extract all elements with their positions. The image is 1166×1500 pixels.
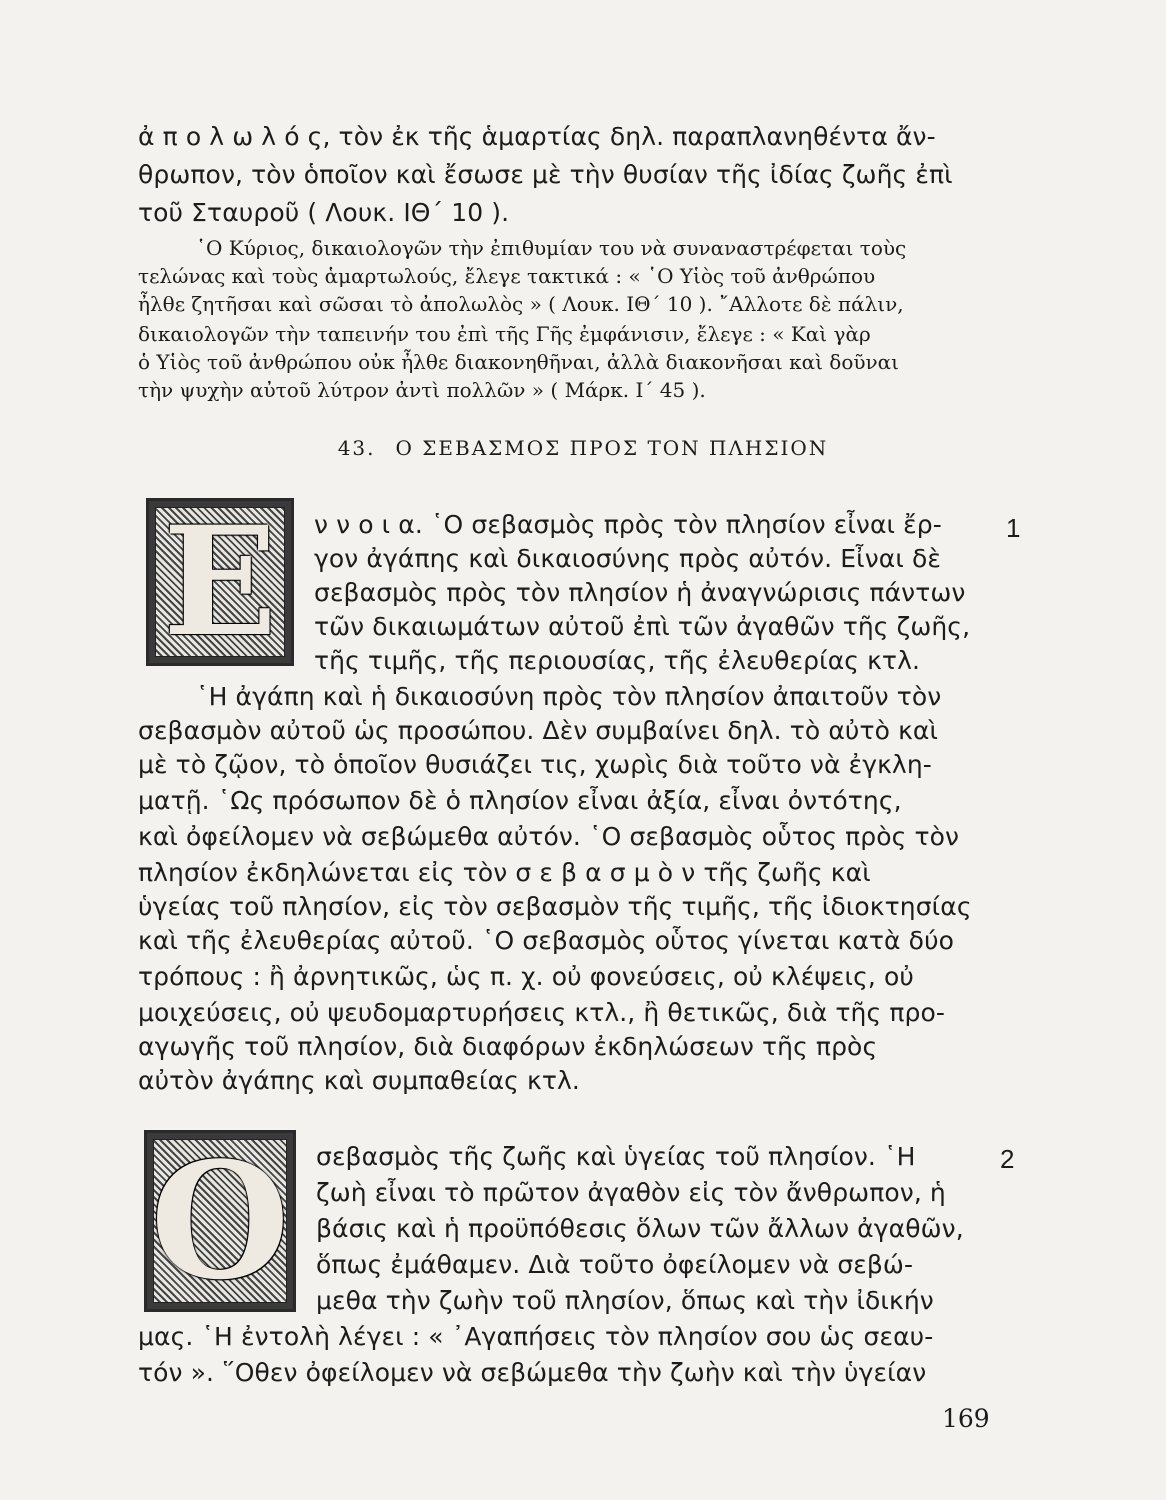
- text-line: αγωγῆς τοῦ πλησίον, διὰ διαφόρων ἐκδηλώσεων τῆς πρὸς: [138, 1032, 878, 1061]
- section-heading: [0, 436, 1166, 460]
- text-line: ἦλθε ζητῆσαι καὶ σῶσαι τὸ ἀπολωλὸς » ( Λουκ. ΙΘ΄ 10 ). ῎Αλλοτε δὲ πάλιν,: [138, 292, 904, 316]
- text-line: μοιχεύσεις, οὐ ψευδομαρτυρήσεις κτλ., ἢ θετικῶς, διὰ τῆς προ-: [138, 998, 945, 1027]
- text-line: ὁ Υἱὸς τοῦ ἀνθρώπου οὐκ ἦλθε διακονηθῆναι, ἀλλὰ διακονῆσαι καὶ δοῦναι: [138, 350, 900, 374]
- text-line: ἀ π ο λ ω λ ό ς, τὸν ἐκ τῆς ἁμαρτίας δηλ. παραπλανηθέντα ἄν-: [138, 122, 936, 151]
- text-line: καὶ τῆς ἐλευθερίας αὐτοῦ. ῾Ο σεβασμὸς οὗτος γίνεται κατὰ δύο: [138, 926, 955, 955]
- paragraph-number: 2: [1000, 1144, 1015, 1174]
- decorative-initial-e: E: [146, 498, 294, 666]
- text-line: σεβασμὸν αὐτοῦ ὡς προσώπου. Δὲν συμβαίνει δηλ. τὸ αὐτὸ καὶ: [138, 716, 939, 745]
- text-line: μεθα τὴν ζωὴν τοῦ πλησίον, ὅπως καὶ τὴν ἰδικήν: [316, 1286, 934, 1315]
- text-line: βάσις καὶ ἡ προϋπόθεσις ὅλων τῶν ἄλλων ἀγαθῶν,: [316, 1214, 964, 1243]
- text-line: τελώνας καὶ τοὺς ἁμαρτωλούς, ἔλεγε τακτικά : « ῾Ο Υἱὸς τοῦ ἀνθρώπου: [138, 264, 876, 288]
- decorative-initial-o: O: [144, 1130, 296, 1312]
- text-line: μας. ῾Η ἐντολὴ λέγει : « ᾿Αγαπήσεις τὸν πλησίον σου ὡς σεαυ-: [138, 1322, 934, 1351]
- text-line: ματῇ. ῾Ως πρόσωπον δὲ ὁ πλησίον εἶναι ἀξία, εἶναι ὀντότης,: [138, 786, 902, 815]
- section-number: 43.: [337, 436, 376, 460]
- text-line: σεβασμὸς τῆς ζωῆς καὶ ὑγείας τοῦ πλησίον. ῾Η: [316, 1142, 916, 1171]
- text-line: τῶν δικαιωμάτων αὐτοῦ ἐπὶ τῶν ἀγαθῶν τῆς ζωῆς,: [314, 612, 971, 641]
- text-line: ζωὴ εἶναι τὸ πρῶτον ἀγαθὸν εἰς τὸν ἄνθρωπον, ἡ: [316, 1178, 946, 1207]
- text-line: θρωπον, τὸν ὁποῖον καὶ ἔσωσε μὲ τὴν θυσίαν τῆς ἰδίας ζωῆς ἐπὶ: [138, 160, 953, 189]
- text-line: ῾Ο Κύριος, δικαιολογῶν τὴν ἐπιθυμίαν του νὰ συναναστρέφεται τοὺς: [196, 236, 907, 260]
- text-line: ν ν ο ι α. ῾Ο σεβασμὸς πρὸς τὸν πλησίον εἶναι ἔρ-: [314, 510, 942, 539]
- text-line: γον ἀγάπης καὶ δικαιοσύνης πρὸς αὐτόν. Εἶναι δὲ: [314, 544, 941, 573]
- page-number: 169: [942, 1404, 990, 1433]
- text-line: τόν ». ῞Οθεν ὀφείλομεν νὰ σεβώμεθα τὴν ζωὴν καὶ τὴν ὑγείαν: [138, 1358, 927, 1387]
- text-line: τῆς τιμῆς, τῆς περιουσίας, τῆς ἐλευθερίας κτλ.: [314, 646, 921, 675]
- text-line: ὅπως ἐμάθαμεν. Διὰ τοῦτο ὀφείλομεν νὰ σεβώ-: [316, 1250, 914, 1279]
- text-line: ῾Η ἀγάπη καὶ ἡ δικαιοσύνη πρὸς τὸν πλησίον ἀπαιτοῦν τὸν: [196, 682, 942, 711]
- text-line: πλησίον ἐκδηλώνεται εἰς τὸν σ ε β α σ μ ὸ ν τῆς ζωῆς καὶ: [138, 858, 871, 887]
- text-line: δικαιολογῶν τὴν ταπεινήν του ἐπὶ τῆς Γῆς ἐμφάνισιν, ἔλεγε : « Καὶ γὰρ: [138, 322, 871, 346]
- text-line: μὲ τὸ ζῷον, τὸ ὁποῖον θυσιάζει τις, χωρὶς διὰ τοῦτο νὰ ἐγκλη-: [138, 750, 932, 779]
- text-line: ὑγείας τοῦ πλησίον, εἰς τὸν σεβασμὸν τῆς τιμῆς, τῆς ἰδιοκτησίας: [138, 892, 972, 921]
- text-line: τρόπους : ἢ ἀρνητικῶς, ὡς π. χ. οὐ φονεύσεις, οὐ κλέψεις, οὐ: [138, 962, 914, 991]
- text-line: καὶ ὀφείλομεν νὰ σεβώμεθα αὐτόν. ῾Ο σεβασμὸς οὗτος πρὸς τὸν: [138, 822, 960, 851]
- text-line: αὐτὸν ἀγάπης καὶ συμπαθείας κτλ.: [138, 1066, 580, 1095]
- text-line: τὴν ψυχὴν αὐτοῦ λύτρον ἀντὶ πολλῶν » ( Μάρκ. Ι΄ 45 ).: [138, 378, 706, 402]
- text-line: τοῦ Σταυροῦ ( Λουκ. ΙΘ΄ 10 ).: [138, 198, 510, 227]
- section-title: Ο ΣΕΒΑΣΜΟΣ ΠΡΟΣ ΤΟΝ ΠΛΗΣΙΟΝ: [395, 436, 829, 460]
- text-line: σεβασμὸς πρὸς τὸν πλησίον ἡ ἀναγνώρισις πάντων: [314, 578, 966, 607]
- paragraph-number: 1: [1006, 513, 1021, 543]
